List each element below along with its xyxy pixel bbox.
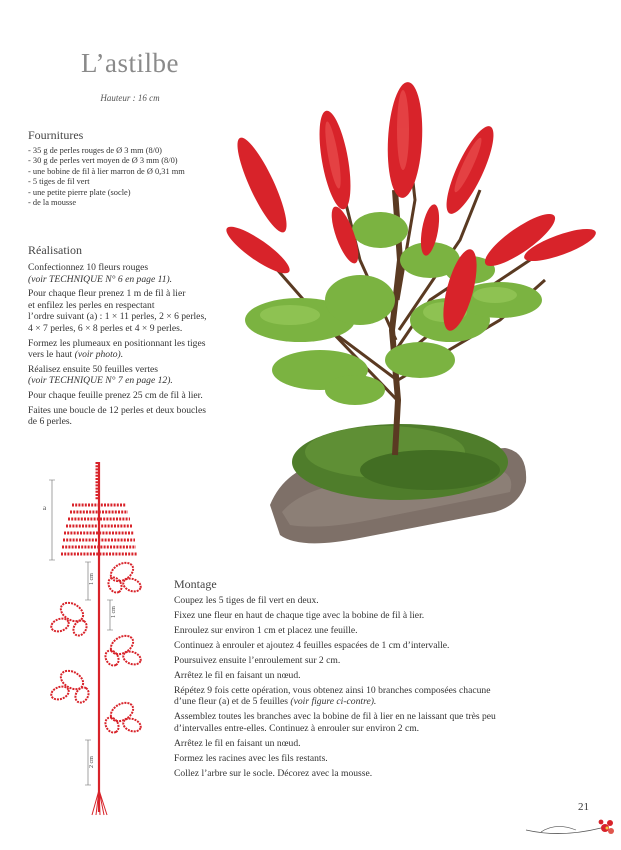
list-item: - une bobine de fil à lier marron de Ø 0,31 mm [28, 166, 185, 176]
realisation-heading: Réalisation [28, 243, 82, 257]
text-line: Coupez les 5 tiges de fil vert en deux. [174, 595, 319, 606]
height-subtitle: Hauteur : 16 cm [100, 93, 160, 103]
leaf-loops [49, 559, 142, 735]
text-line: de 6 perles. [28, 416, 72, 428]
text-line: 4 × 7 perles, 6 × 8 perles et 4 × 9 perles. [28, 322, 183, 334]
text-line: Réalisez ensuite 50 feuilles vertes [28, 363, 159, 375]
text-line: Formez les racines avec les fils restants. [174, 752, 328, 764]
paragraph [174, 696, 594, 707]
technique-ref: (voir TECHNIQUE N° 6 en page 11). [28, 273, 173, 285]
list-item: - une petite pierre plate (socle) [28, 187, 131, 197]
label-1cm: 1 cm [111, 606, 117, 618]
text-line: Arrêtez le fil en faisant un nœud. [174, 670, 301, 681]
text-line: Confectionnez 10 fleurs rouges [28, 262, 149, 273]
label-a: a [43, 504, 47, 512]
list-item: - 30 g de perles vert moyen de Ø 3 mm (8/0) [28, 156, 178, 166]
flower-ornament-icon [521, 808, 621, 848]
list-item: - 5 tiges de fil vert [28, 177, 90, 187]
text-line: Répétez 9 fois cette opération, vous obtenez ainsi 10 branches composées chacune [174, 685, 491, 696]
roots [92, 790, 107, 815]
paragraph [174, 711, 594, 722]
text-line: Faites une boucle de 12 perles et deux boucles [28, 404, 206, 416]
text-line: l’ordre suivant (a) : 1 × 11 perles, 2 × 6 perles, [28, 311, 207, 323]
photo-ref: (voir photo). [74, 349, 124, 361]
label-1cm: 1 cm [89, 573, 95, 585]
label-2cm: 2 cm [89, 756, 95, 768]
paragraph [174, 685, 594, 696]
figure-ref: (voir figure ci-contre). [290, 696, 377, 708]
text-line: Fixez une fleur en haut de chaque tige avec la bobine de fil à lier. [174, 610, 425, 621]
page-number: 21 [578, 801, 589, 813]
text-line: d’intervalles entre-elles. Continuez à enrouler sur environ 2 cm. [174, 722, 420, 734]
text-line: Collez l’arbre sur le socle. Décorez avec la mousse. [174, 767, 373, 779]
text-line: Formez les plumeaux en positionnant les tiges [28, 337, 206, 349]
technique-ref: (voir TECHNIQUE N° 7 en page 12). [28, 375, 173, 387]
text-line: Pour chaque fleur prenez 1 m de fil à lier [28, 288, 186, 300]
text-line: Continuez à enrouler et ajoutez 4 feuilles espacées de 1 cm d’intervalle. [174, 640, 450, 651]
montage-heading: Montage [174, 577, 217, 591]
text-line: Arrêtez le fil en faisant un nœud. [174, 737, 301, 749]
text-line: et enfilez les perles en respectant [28, 299, 155, 311]
dimension-lines [49, 480, 113, 785]
list-item: - 35 g de perles rouges de Ø 3 mm (8/0) [28, 146, 162, 155]
list-item: - de la mousse [28, 198, 77, 208]
text-line: vers le haut [28, 349, 73, 361]
text-line: Pour chaque feuille prenez 25 cm de fil à lier. [28, 389, 203, 401]
montage-text [174, 595, 594, 783]
text-line: Enroulez sur environ 1 cm et placez une feuille. [174, 625, 358, 636]
fournitures-heading: Fournitures [28, 128, 84, 142]
text-line: Assemblez toutes les branches avec la bobine de fil à lier en ne laissant que très peu [174, 711, 496, 723]
text-line: Poursuivez ensuite l’enroulement sur 2 cm. [174, 655, 341, 666]
text-line: d’une fleur (a) et de 5 feuilles [174, 696, 289, 708]
page-title: L’astilbe [81, 48, 179, 78]
